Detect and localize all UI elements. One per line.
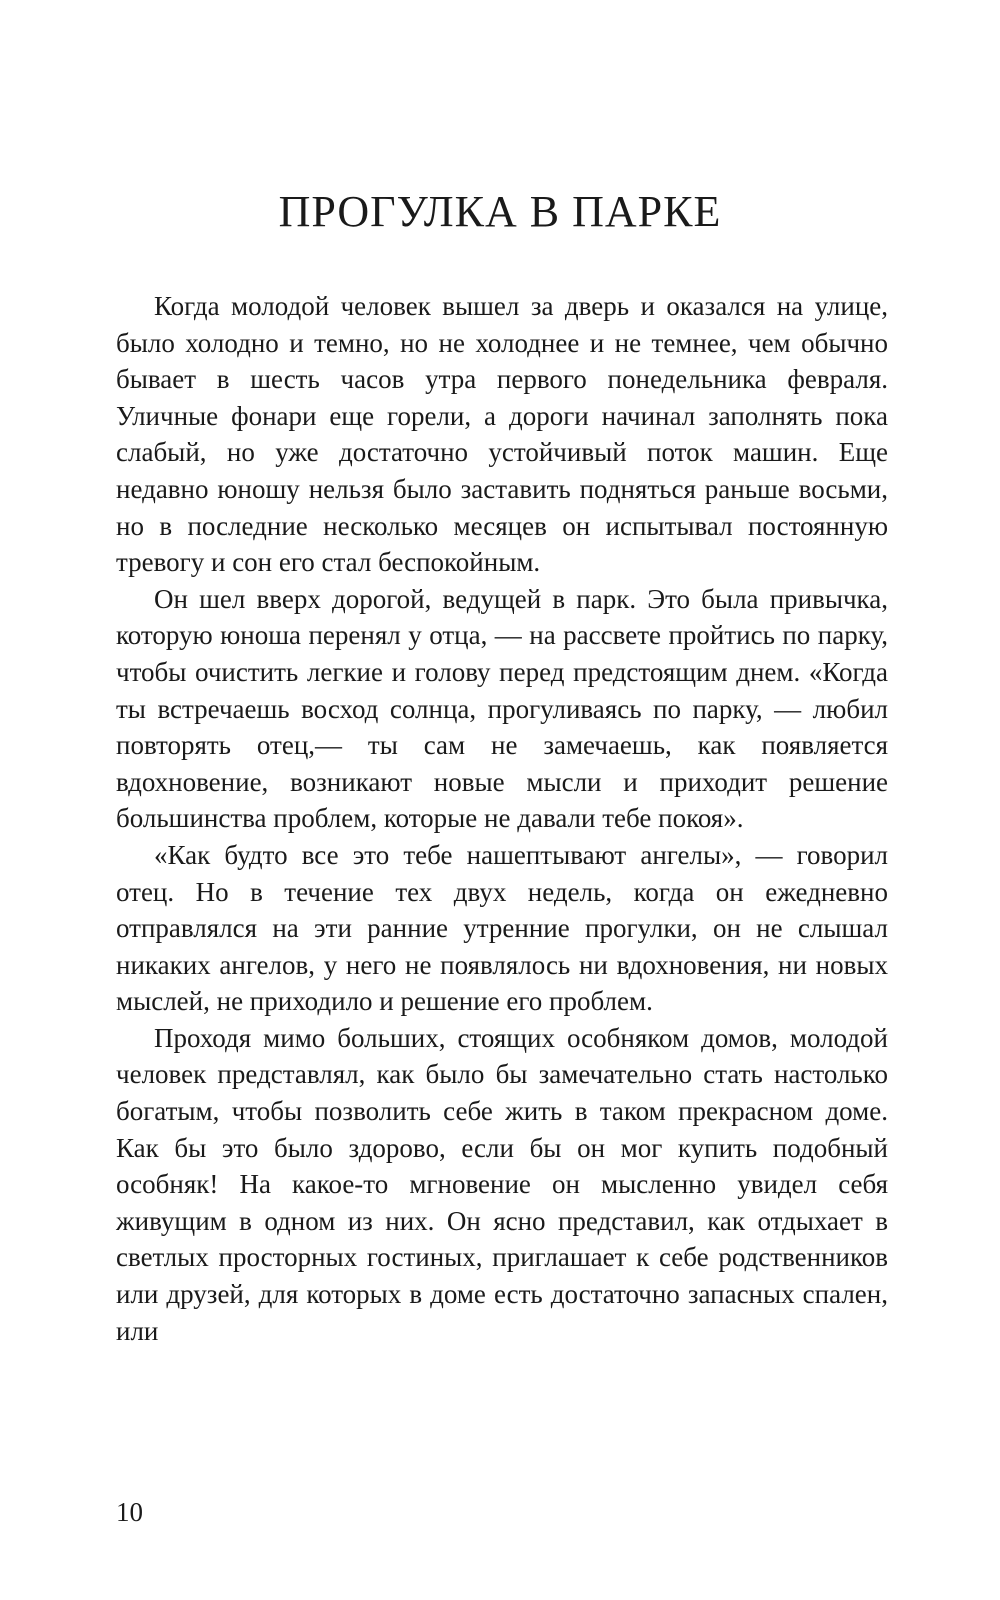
paragraph-2: Он шел вверх дорогой, ведущей в парк. Это была привычка, которую юноша перенял у отца, — на рассвете пройтись по парку, чтобы очистить легкие и голову перед предстоящим днем. «Когда ты встречаешь восход солнца, прогуливаясь по парку, — любил повторять отец,— ты сам не замечаешь, как появляется вдохновение, возникают новые мысли и приходит решение большинства проблем, которые не давали тебе покоя».	[116, 583, 888, 834]
chapter-title: ПРОГУЛКА В ПАРКЕ	[278, 187, 722, 236]
paragraph-3: «Как будто все это тебе нашептывают ангелы», — говорил отец. Но в течение тех двух недель, когда он ежедневно отправлялся на эти ранние утренние прогулки, он не слышал никаких ангелов, у него не появлялось ни вдохновения, ни новых мыслей, не приходило и решение его проблем.	[116, 839, 888, 1017]
body-text	[116, 288, 888, 1349]
page-number: 10	[116, 1497, 143, 1527]
paragraph-4: Проходя мимо больших, стоящих особняком домов, молодой человек представлял, как было бы замечательно стать настолько богатым, чтобы позволить себе жить в таком прекрасном доме. Как бы это было здорово, если бы он мог купить подобный особняк! На какое-то мгновение он мысленно увидел себя живущим в одном из них. Он ясно представил, как отдыхает в светлых просторных гостиных, приглашает к себе родственников или друзей, для которых в доме есть достаточно запасных спален, или	[116, 1022, 888, 1346]
paragraph-1: Когда молодой человек вышел за дверь и оказался на улице, было холодно и темно, но не холоднее и не темнее, чем обычно бывает в шесть часов утра первого понедельника февраля. Уличные фонари еще горели, а дороги начинал заполнять пока слабый, но уже достаточно устойчивый поток машин. Еще недавно юношу нельзя было заставить подняться раньше восьми, но в последние несколько месяцев он испытывал постоянную тревогу и сон его стал беспокойным.	[116, 291, 888, 578]
